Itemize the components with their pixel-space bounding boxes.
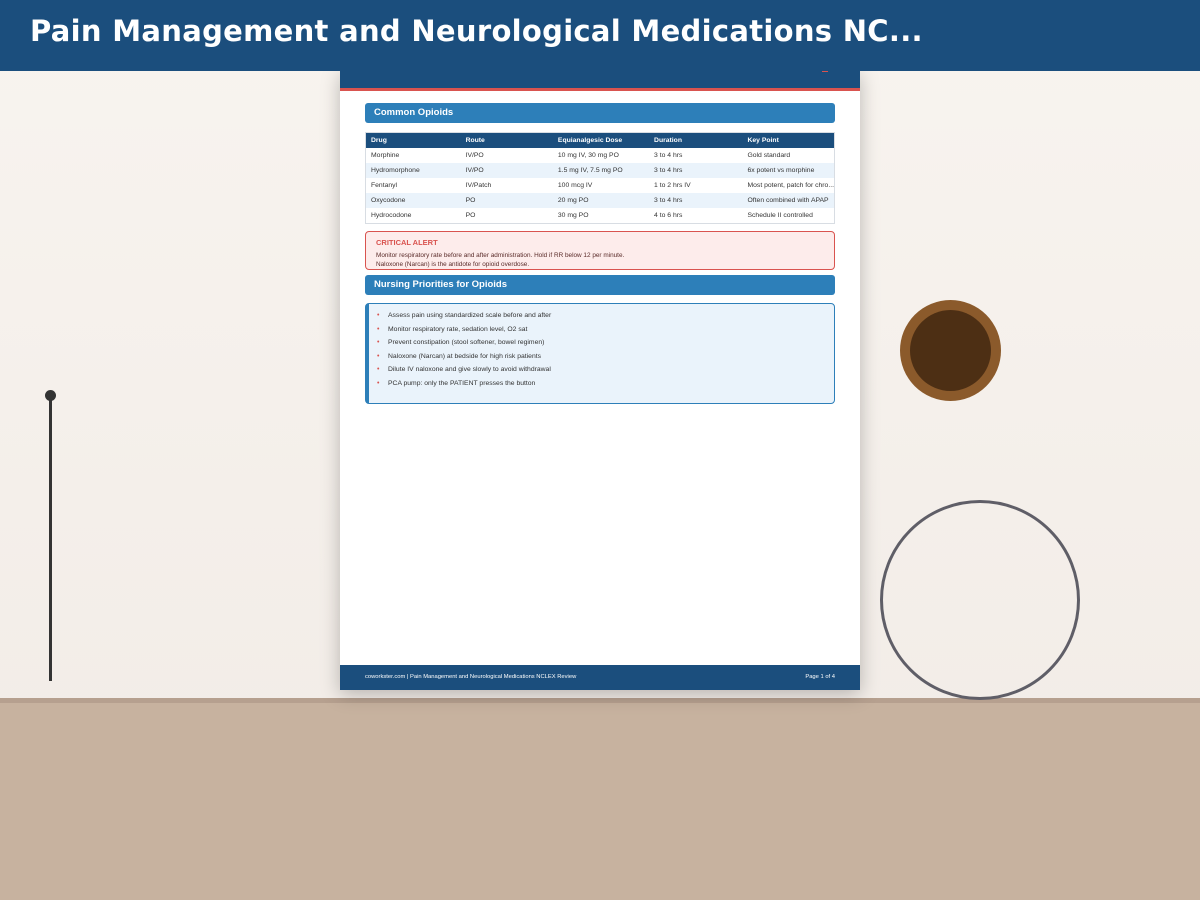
nursing-priorities-box — [365, 303, 835, 404]
list-item-text: Dilute IV naloxone and give slowly to avoid withdrawal — [388, 366, 551, 374]
table-cell: 20 mg PO — [553, 193, 649, 208]
table-cell: Oxycodone — [366, 193, 461, 208]
bullet-icon: • — [377, 325, 380, 333]
list-item-text: Monitor respiratory rate, sedation level, O2 sat — [388, 325, 528, 333]
table-cell: Schedule II controlled — [747, 212, 813, 219]
bullet-icon: • — [377, 312, 380, 319]
header-accent-mark — [822, 71, 828, 72]
alert-text: Monitor respiratory rate before and after administration. Hold if RR below 12 per minute. — [376, 252, 625, 259]
page-footer — [340, 665, 860, 690]
critical-alert-box — [365, 231, 835, 270]
table-row — [366, 148, 835, 163]
priorities-list — [377, 309, 834, 391]
document-page[interactable] — [340, 71, 860, 690]
table-cell: 4 to 6 hrs — [654, 212, 683, 219]
column-header: Route — [461, 133, 553, 149]
table-row — [366, 163, 835, 178]
pen-tip-icon — [45, 390, 56, 401]
window-title: Pain Management and Neurological Medications NC... — [30, 14, 923, 48]
table-cell: Hydrocodone — [371, 212, 412, 219]
table-cell: 30 mg PO — [557, 212, 589, 219]
column-header: Drug — [366, 133, 461, 149]
table-cell: Fentanyl — [371, 182, 398, 189]
table-cell: PO — [461, 193, 553, 208]
table-cell: IV/Patch — [465, 182, 492, 189]
table-cell: 3 to 4 hrs — [649, 193, 742, 208]
alert-text: Naloxone (Narcan) is the antidote for opioid overdose. — [376, 261, 530, 268]
page-header-band — [340, 71, 860, 91]
table-cell: 10 mg IV, 30 mg PO — [557, 152, 619, 159]
desk-surface — [0, 698, 1200, 900]
bullet-icon: • — [377, 339, 380, 347]
table-cell: 1 to 2 hrs IV — [654, 182, 691, 189]
table-header-row — [366, 133, 835, 149]
list-item — [377, 323, 834, 337]
list-item — [377, 350, 834, 364]
footer-source: coworkster.com | Pain Management and Neurological Medications NCLEX Review — [365, 674, 577, 680]
table-cell: Often combined with APAP — [742, 193, 834, 208]
column-header: Key Point — [742, 133, 834, 149]
bullet-icon: • — [377, 352, 380, 360]
list-item-text: Assess pain using standardized scale before and after — [388, 312, 552, 319]
table-cell: 1.5 mg IV, 7.5 mg PO — [553, 163, 649, 178]
pen-icon — [49, 396, 52, 681]
list-item-text: Prevent constipation (stool softener, bowel regimen) — [388, 339, 545, 347]
table-cell: IV/PO — [461, 163, 553, 178]
table-cell: 3 to 4 hrs — [654, 152, 683, 159]
table-cell: 6x potent vs morphine — [742, 163, 834, 178]
column-header: Duration — [649, 133, 742, 149]
table-cell: Most potent, patch for chro... — [747, 182, 834, 189]
section-heading-nursing-priorities: Nursing Priorities for Opioids — [365, 275, 835, 295]
table-row — [366, 193, 835, 208]
bullet-icon: • — [377, 379, 380, 387]
opioids-table — [365, 132, 835, 224]
table-cell: PO — [465, 212, 476, 219]
list-item-text: PCA pump: only the PATIENT presses the button — [388, 379, 536, 387]
list-item — [377, 309, 834, 323]
list-item — [377, 377, 834, 391]
stethoscope-icon — [880, 500, 1080, 700]
table-cell: Morphine — [371, 152, 400, 159]
table-cell: IV/PO — [465, 152, 484, 159]
list-item — [377, 363, 834, 377]
title-bar — [0, 0, 1200, 71]
alert-title: CRITICAL ALERT — [376, 238, 438, 247]
page-number: Page 1 of 4 — [805, 674, 835, 680]
list-item — [377, 336, 834, 350]
table-cell: 100 mcg IV — [557, 182, 593, 189]
table-cell: Gold standard — [747, 152, 791, 159]
table-row — [366, 208, 835, 224]
table-cell: Hydromorphone — [366, 163, 461, 178]
table-cell: 3 to 4 hrs — [649, 163, 742, 178]
list-item-text: Naloxone (Narcan) at bedside for high risk patients — [388, 352, 542, 360]
table-row — [366, 178, 835, 193]
column-header: Equianalgesic Dose — [553, 133, 649, 149]
section-heading-common-opioids: Common Opioids — [365, 103, 835, 123]
bullet-icon: • — [377, 366, 380, 374]
coffee-icon — [910, 310, 991, 391]
